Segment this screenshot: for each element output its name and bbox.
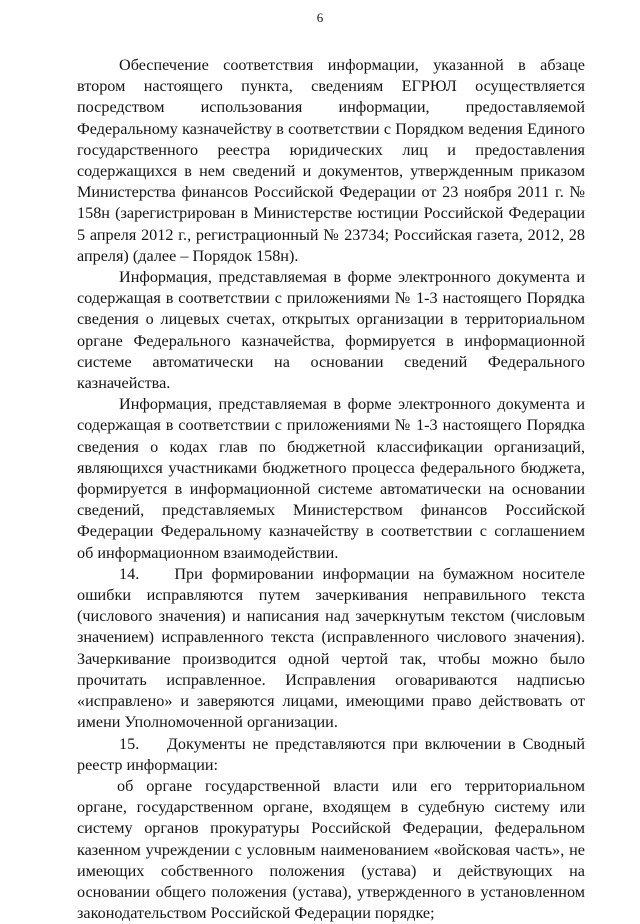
paragraph-government-body: об органе государственной власти или его территориальном органе, государственном органе, входящем в судебную систему или систему органов прокуратуры Российской Федерации, федеральном казенном учреждении с условным наименованием «войсковая часть», не имеющих собственного положения (устава) и действующих на основании общего положения (устава), утвержденного в установленном законодательством Российской Федерации порядке;: [77, 776, 585, 923]
paragraph-item-14: 14. При формировании информации на бумажном носителе ошибки исправляются путем зачеркивания неправильного текста (числового значения) и написания над зачеркнутым текстом (числовым значением) исправленного текста (исправленного числового значения). Зачеркивание производится одной чертой так, чтобы можно было прочитать исправленное. Исправления оговариваются надписью «исправлено» и заверяются лицами, имеющими право действовать от имени Уполномоченной организации.: [77, 564, 585, 732]
page-number: 6: [316, 10, 324, 25]
document-body: [77, 55, 585, 924]
paragraph-personal-accounts: Информация, представляемая в форме электронного документа и содержащая в соответствии с приложениями № 1-3 настоящего Порядка сведения о лицевых счетах, открытых организации в территориальном органе Федерального казначейства, формируется в информационной системе автоматически на основании сведений Федерального казначейства.: [77, 268, 585, 393]
paragraph-egrul-compliance: Обеспечение соответствия информации, указанной в абзаце втором настоящего пункта, сведениям ЕГРЮЛ осуществляется посредством использования информации, предоставляемой Федеральному казначейству в соответствии с Порядком ведения Единого государственного реестра юридических лиц и предоставления содержащихся в нем сведений и документов, утвержденным приказом Министерства финансов Российской Федерации от 23 ноября 2011 г. № 158н (зарегистрирован в Министерстве юстиции Российской Федерации 5 апреля 2012 г., регистрационный № 23734; Российская газета, 2012, 28 апреля) (далее – Порядок 158н).: [77, 56, 585, 265]
paragraph-item-15: 15. Документы не представляются при включении в Сводный реестр информации:: [77, 734, 585, 774]
paragraph-budget-codes: Информация, представляемая в форме электронного документа и содержащая в соответствии с приложениями № 1-3 настоящего Порядка сведения о кодах глав по бюджетной классификации организаций, являющихся участниками бюджетного процесса федерального бюджета, формируется в информационной системе автоматически на основании сведений, представляемых Министерством финансов Российской Федерации Федеральному казначейству в соответствии с соглашением об информационном взаимодействии.: [77, 395, 585, 562]
